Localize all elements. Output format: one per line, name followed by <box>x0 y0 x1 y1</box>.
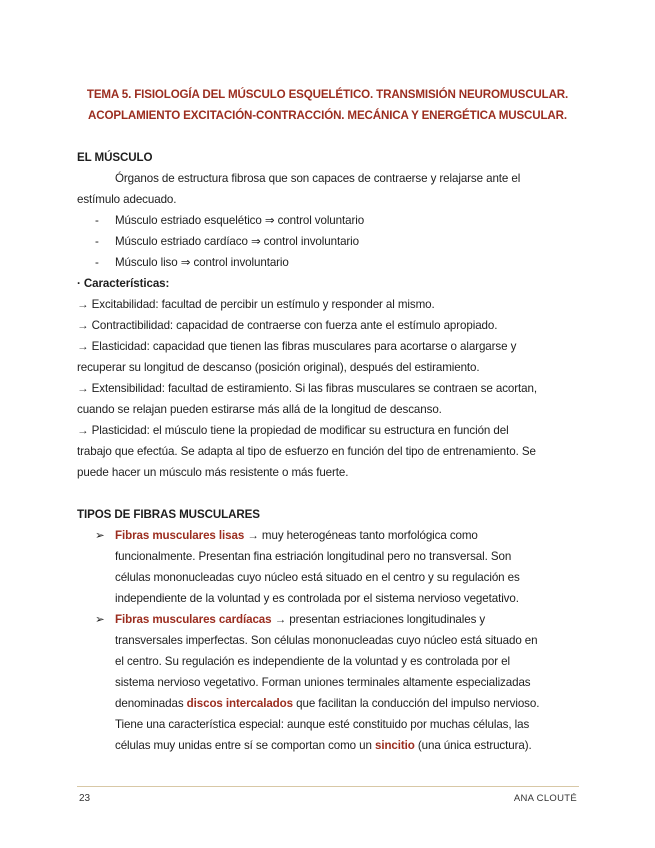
paragraph-line: puede hacer un músculo más resistente o más fuerte. <box>77 466 349 479</box>
document-body <box>77 147 583 756</box>
paragraph-line <box>115 693 583 714</box>
paragraph-line: independiente de la voluntad y es controlada por el sistema nervioso vegetativo. <box>115 592 519 605</box>
dash-bullet: - <box>95 256 99 269</box>
inline-text: → presentan estriaciones longitudinales y <box>271 613 486 626</box>
highlight-term: Fibras musculares lisas <box>115 529 245 542</box>
list-item <box>77 210 583 231</box>
list-item-fibras-cardiacas <box>77 609 583 756</box>
paragraph-line: sistema nervioso vegetativo. Forman uniones terminales altamente especializadas <box>115 676 531 689</box>
list-item <box>77 252 583 273</box>
subheading-caracteristicas: · Características: <box>77 277 170 290</box>
paragraph-line: estímulo adecuado. <box>77 193 177 206</box>
title-line-1: TEMA 5. FISIOLOGÍA DEL MÚSCULO ESQUELÉTICO. TRANSMISIÓN NEUROMUSCULAR. <box>86 88 569 101</box>
arrowhead-bullet-icon: ➢ <box>95 529 105 542</box>
section-heading-musculo: EL MÚSCULO <box>77 151 153 164</box>
paragraph-line: trabajo que efectúa. Se adapta al tipo de esfuerzo en función del tipo de entrenamiento. Se <box>77 445 536 458</box>
paragraph-line: funcionalmente. Presentan fina estriación longitudinal pero no transversal. Son <box>115 550 512 563</box>
paragraph-line <box>115 609 583 630</box>
footer-author: ANA CLOUTÉ <box>513 793 577 804</box>
paragraph-line <box>115 735 583 756</box>
title-line-2: ACOPLAMIENTO EXCITACIÓN-CONTRACCIÓN. MECÁNICA Y ENERGÉTICA MUSCULAR. <box>88 109 567 122</box>
dash-bullet: - <box>95 214 99 227</box>
inline-text: que facilitan la conducción del impulso nervioso. <box>293 697 540 710</box>
highlight-term: Fibras musculares cardíacas <box>115 613 272 626</box>
paragraph-line: → Elasticidad: capacidad que tienen las fibras musculares para acortarse o alargarse y <box>77 340 517 353</box>
inline-text: (una única estructura). <box>414 739 532 752</box>
list-item <box>77 231 583 252</box>
paragraph-line <box>115 525 583 546</box>
paragraph-line: → Plasticidad: el músculo tiene la propiedad de modificar su estructura en función del <box>77 424 509 437</box>
section-heading-tipos: TIPOS DE FIBRAS MUSCULARES <box>77 508 260 521</box>
inline-text: → muy heterogéneas tanto morfológica como <box>244 529 478 542</box>
dash-bullet: - <box>95 235 99 248</box>
paragraph-line: recuperar su longitud de descanso (posición original), después del estiramiento. <box>77 361 480 374</box>
paragraph-line: Órganos de estructura fibrosa que son capaces de contraerse y relajarse ante el <box>115 172 521 185</box>
paragraph-line: → Contractibilidad: capacidad de contraerse con fuerza ante el estímulo apropiado. <box>77 319 498 332</box>
list-item-text: Músculo estriado cardíaco ⇒ control involuntario <box>115 235 359 248</box>
list-item-text: Músculo liso ⇒ control involuntario <box>115 256 289 269</box>
paragraph-line: → Excitabilidad: facultad de percibir un estímulo y responder al mismo. <box>77 298 435 311</box>
paragraph-line: Tiene una característica especial: aunque esté constituido por muchas células, las <box>115 718 530 731</box>
paragraph-line: cuando se relajan pueden estirarse más allá de la longitud de descanso. <box>77 403 442 416</box>
inline-text: células muy unidas entre sí se comportan como un <box>115 739 375 752</box>
page-title <box>70 84 585 126</box>
paragraph-line: → Extensibilidad: facultad de estiramiento. Si las fibras musculares se contraen se acortan, <box>77 382 537 395</box>
list-item-fibras-lisas <box>77 525 583 609</box>
footer-divider <box>77 786 579 787</box>
arrowhead-bullet-icon: ➢ <box>95 613 105 626</box>
inline-text: denominadas <box>115 697 187 710</box>
paragraph-line: células mononucleadas cuyo núcleo está situado en el centro y su regulación es <box>115 571 520 584</box>
spacer <box>77 483 583 504</box>
highlight-term: sincitio <box>374 739 415 752</box>
page-number: 23 <box>79 793 91 804</box>
list-item-text: Músculo estriado esquelético ⇒ control voluntario <box>115 214 365 227</box>
highlight-term: discos intercalados <box>186 697 293 710</box>
paragraph-line: el centro. Su regulación es independiente de la voluntad y es controlada por el <box>115 655 510 668</box>
paragraph-line: transversales imperfectas. Son células mononucleadas cuyo núcleo está situado en <box>115 634 538 647</box>
